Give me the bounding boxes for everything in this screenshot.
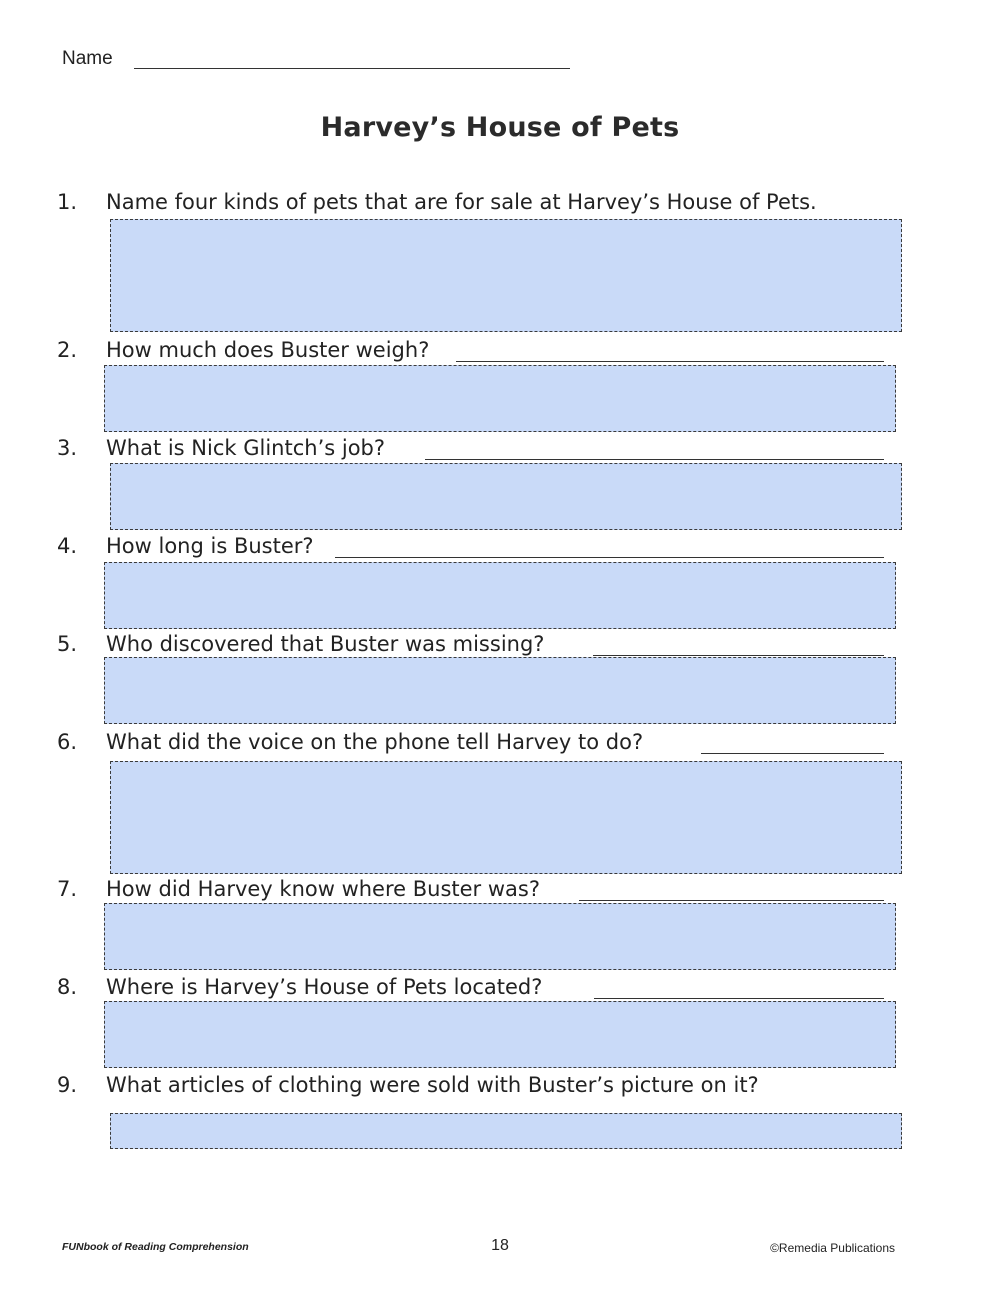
question-line <box>335 557 884 558</box>
question-line <box>701 753 884 754</box>
question-number: 6. <box>57 730 78 754</box>
page-number: 18 <box>491 1237 509 1254</box>
question-number: 5. <box>57 632 78 656</box>
answer-field-4[interactable] <box>104 562 896 629</box>
question-text: How much does Buster weigh? <box>106 338 430 362</box>
footer-book-title: FUNbook of Reading Comprehension <box>62 1241 249 1253</box>
footer-publisher: ©Remedia Publications <box>770 1241 895 1255</box>
answer-field-2[interactable] <box>104 365 896 432</box>
question-number: 9. <box>57 1073 78 1097</box>
question-number: 2. <box>57 338 78 362</box>
question-line <box>456 361 884 362</box>
question-text: What did the voice on the phone tell Harvey to do? <box>106 730 644 754</box>
question-text: Who discovered that Buster was missing? <box>106 632 545 656</box>
page-title: Harvey’s House of Pets <box>320 112 680 143</box>
answer-field-8[interactable] <box>104 1001 896 1068</box>
question-text: How did Harvey know where Buster was? <box>106 877 540 901</box>
answer-field-1[interactable] <box>110 219 902 332</box>
answer-field-9[interactable] <box>110 1113 902 1149</box>
name-line <box>134 68 570 69</box>
answer-field-7[interactable] <box>104 903 896 970</box>
question-text: How long is Buster? <box>106 534 314 558</box>
answer-field-6[interactable] <box>110 761 902 874</box>
question-number: 3. <box>57 436 78 460</box>
question-line <box>579 900 884 901</box>
question-number: 4. <box>57 534 78 558</box>
question-text: What is Nick Glintch’s job? <box>106 436 386 460</box>
name-label: Name <box>62 48 113 69</box>
answer-field-5[interactable] <box>104 657 896 724</box>
question-line <box>593 655 884 656</box>
question-line <box>594 998 884 999</box>
question-text: Where is Harvey’s House of Pets located? <box>106 975 543 999</box>
question-number: 7. <box>57 877 78 901</box>
question-text: What articles of clothing were sold with Buster’s picture on it? <box>106 1073 759 1097</box>
question-text: Name four kinds of pets that are for sale at Harvey’s House of Pets. <box>106 190 817 214</box>
answer-field-3[interactable] <box>110 463 902 530</box>
question-number: 8. <box>57 975 78 999</box>
question-line <box>425 459 884 460</box>
question-number: 1. <box>57 190 78 214</box>
